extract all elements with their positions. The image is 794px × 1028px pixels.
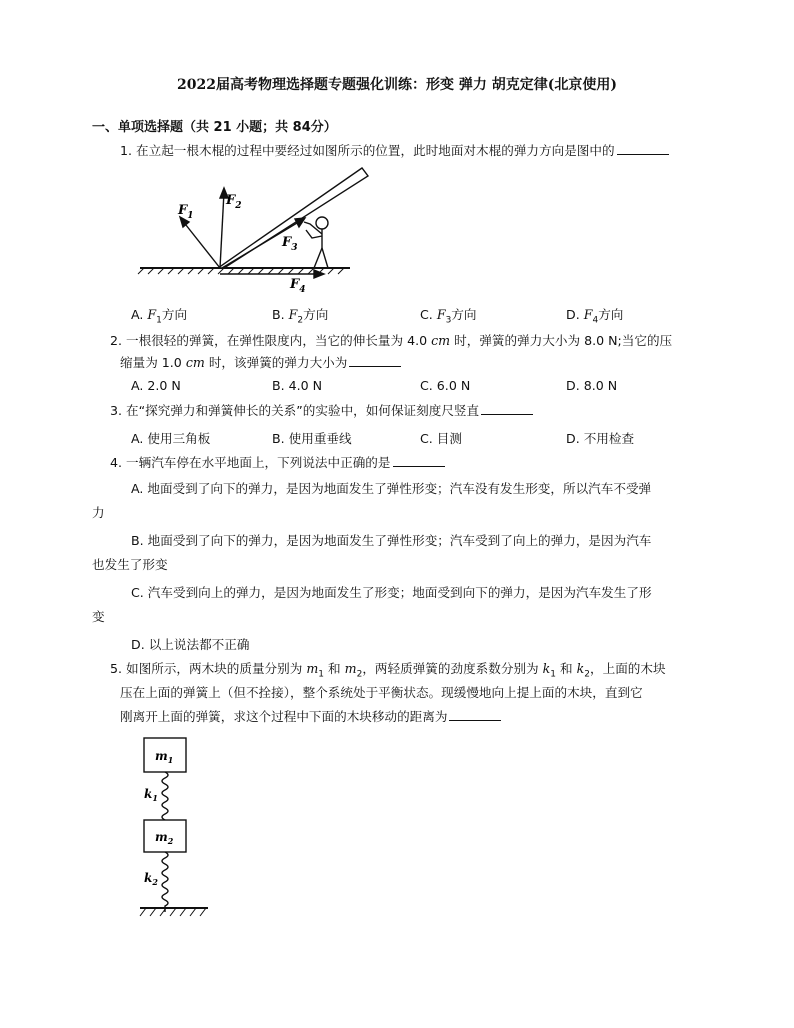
q4-option-a-line-1[interactable]: A. 地面受到了向下的弹力，是因为地面发生了弹性形变；汽车没有发生形变，所以汽车不受弹 xyxy=(131,481,652,496)
label-f2: $F_2$ xyxy=(226,193,242,211)
q4-option-b-line-2: 也发生了形变 xyxy=(92,557,168,572)
q2-option-c[interactable]: C. 6.0 N xyxy=(420,378,471,393)
spring-k1 xyxy=(162,772,168,824)
label-m2: $m_2$ xyxy=(155,830,174,846)
arrow-f1 xyxy=(182,220,220,268)
question-2-line-2: 缩量为 1.0 cm 时，该弹簧的弹力大小为 xyxy=(120,354,401,372)
question-2-line-1: 2. 一根很轻的弹簧，在弹性限度内，当它的伸长量为 4.0 cm 时，弹簧的弹力大小为 8.0 N;当它的压 xyxy=(110,333,673,348)
answer-blank xyxy=(393,454,445,467)
q1-option-d[interactable]: D. $F_4$方向 xyxy=(566,307,624,326)
label-f1: $F_1$ xyxy=(178,203,194,221)
question-5-line-2: 压在上面的弹簧上（但不拴接），整个系统处于平衡状态。现缓慢地向上提上面的木块，直到它 xyxy=(120,685,643,700)
answer-blank xyxy=(617,142,669,155)
q4-option-c-line-1[interactable]: C. 汽车受到向上的弹力，是因为地面发生了形变；地面受到向下的弹力，是因为汽车发生了形 xyxy=(131,585,652,600)
q3-option-d[interactable]: D. 不用检查 xyxy=(566,431,635,446)
q1-stick-figure-diagram xyxy=(130,164,370,296)
q1-option-b[interactable]: B. $F_2$方向 xyxy=(272,307,329,326)
arrow-f2 xyxy=(220,192,224,268)
q3-option-a[interactable]: A. 使用三角板 xyxy=(131,431,211,446)
label-f4: $F_4$ xyxy=(290,277,306,295)
force-arrows xyxy=(180,188,324,278)
answer-blank xyxy=(481,402,533,415)
question-5-line-1: 5. 如图所示，两木块的质量分别为 $m_1$ 和 $m_2$，两轻质弹簧的劲度系数分别为 $k_1$ 和 $k_2$，上面的木块 xyxy=(110,661,666,680)
q4-option-c-line-2: 变 xyxy=(92,609,105,624)
wooden-rod xyxy=(218,168,368,268)
q1-option-a[interactable]: A. $F_1$方向 xyxy=(131,307,188,326)
q1-option-c[interactable]: C. $F_3$方向 xyxy=(420,307,477,326)
label-m1: $m_1$ xyxy=(155,749,174,765)
person-figure xyxy=(304,217,328,268)
q4-option-b-line-1[interactable]: B. 地面受到了向下的弹力，是因为地面发生了弹性形变；汽车受到了向上的弹力，是因为汽车 xyxy=(131,533,652,548)
arrow-f4-head xyxy=(314,270,324,278)
spring-k2 xyxy=(162,852,168,912)
q2-option-d[interactable]: D. 8.0 N xyxy=(566,378,618,393)
label-k1: $k_1$ xyxy=(144,787,158,803)
question-1 xyxy=(120,142,669,160)
q2-option-b[interactable]: B. 4.0 N xyxy=(272,378,323,393)
q3-option-c[interactable]: C. 目测 xyxy=(420,431,462,446)
q5-ground-hatch xyxy=(140,908,206,916)
label-k2: $k_2$ xyxy=(144,871,158,887)
question-1-text: 1. 在立起一根木棍的过程中要经过如图所示的位置，此时地面对木棍的弹力方向是图中的 xyxy=(120,143,615,158)
q2-option-a[interactable]: A. 2.0 N xyxy=(131,378,181,393)
question-5-line-3: 刚离开上面的弹簧，求这个过程中下面的木块移动的距离为 xyxy=(120,708,501,726)
answer-blank xyxy=(449,708,501,721)
page-title: 2022届高考物理选择题专题强化训练：形变 弹力 胡克定律(北京使用) xyxy=(177,77,617,93)
q4-option-a-line-2: 力 xyxy=(92,505,105,520)
q4-option-d[interactable]: D. 以上说法都不正确 xyxy=(131,637,250,652)
question-3: 3. 在“探究弹力和弹簧伸长的关系”的实验中，如何保证刻度尺竖直 xyxy=(110,402,533,420)
q5-spring-block-diagram xyxy=(136,736,216,926)
label-f3: $F_3$ xyxy=(282,235,298,253)
arrow-f3-head xyxy=(295,218,305,227)
section-heading: 一、单项选择题（共 21 小题；共 84分） xyxy=(92,120,337,135)
answer-blank xyxy=(349,354,401,367)
question-4: 4. 一辆汽车停在水平地面上，下列说法中正确的是 xyxy=(110,454,445,472)
q3-option-b[interactable]: B. 使用重垂线 xyxy=(272,431,352,446)
